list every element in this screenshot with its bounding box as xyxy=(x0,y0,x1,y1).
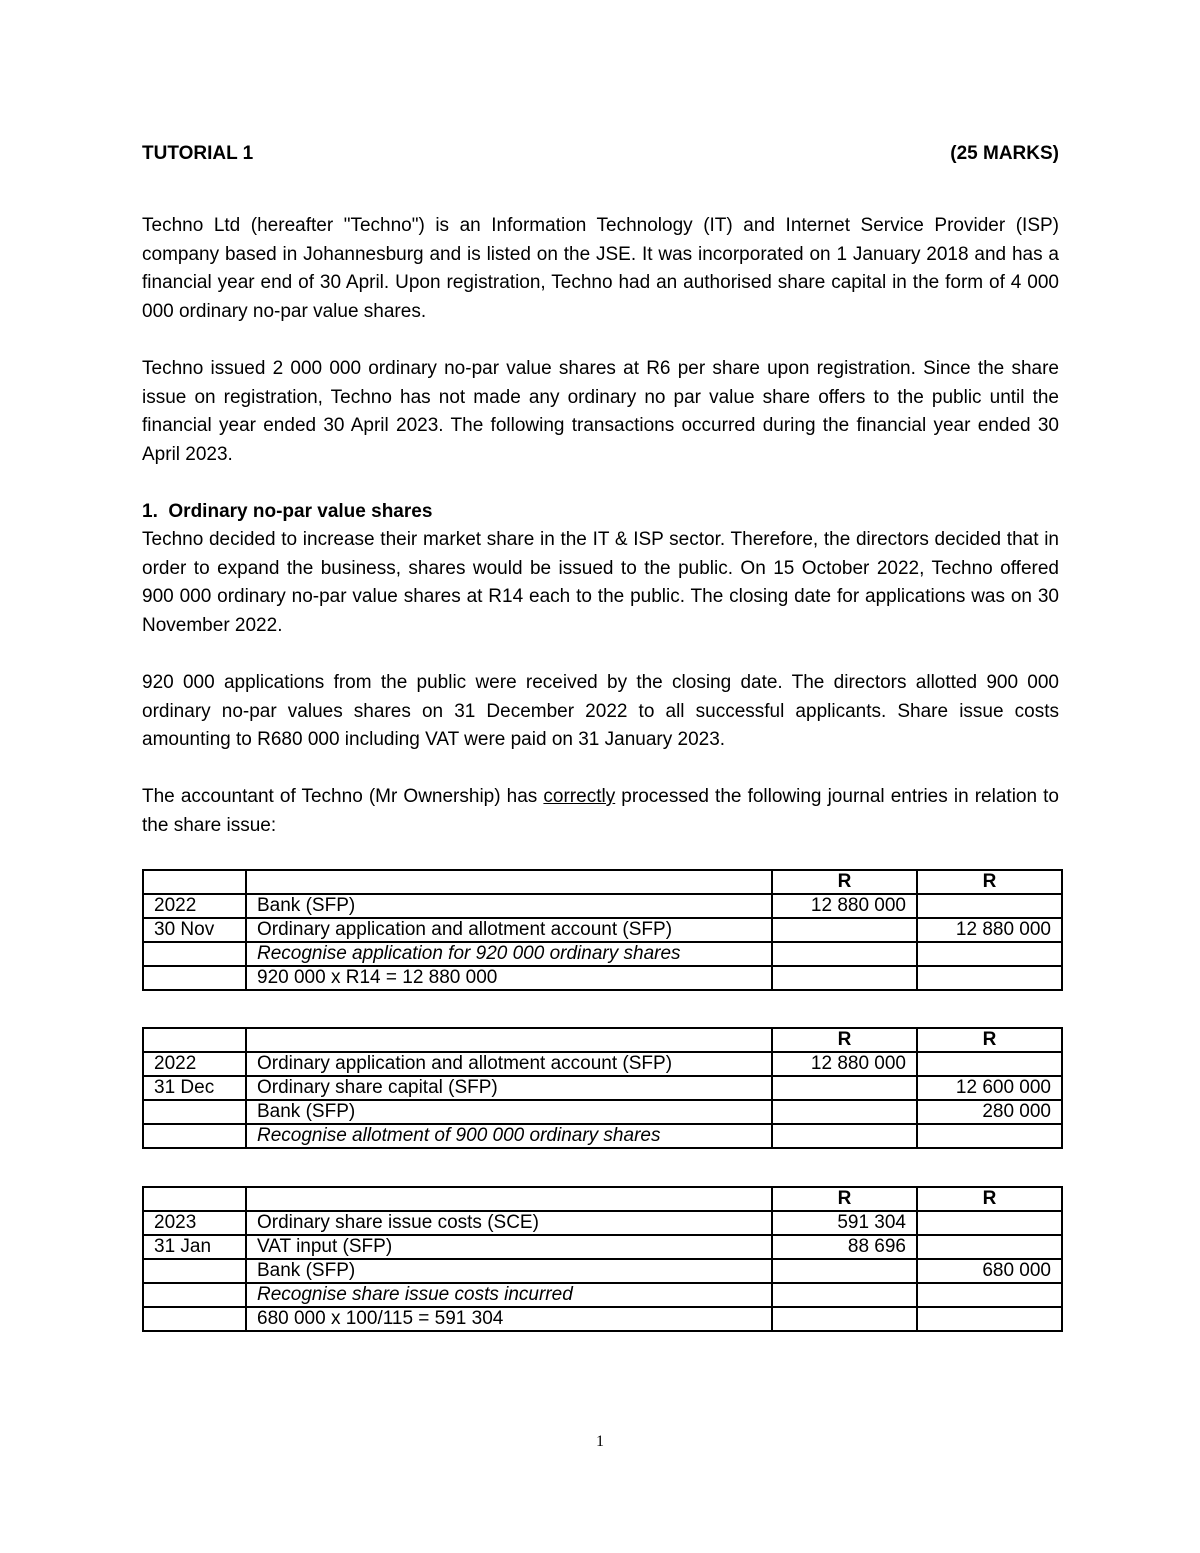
debit-cell xyxy=(772,1124,917,1148)
table-row xyxy=(143,1211,1062,1235)
debit-cell xyxy=(772,942,917,966)
offer-paragraph: Techno decided to increase their market share in the IT & ISP sector. Therefore, the directors decided that in order to expand the business, shares would be issued to the public. On 15 October 2022, Techno offered 900 000 ordinary no-par value shares at R14 each to the public. The closing date for applications was on 30 November 2022. xyxy=(142,529,1059,636)
debit-cell: 88 696 xyxy=(772,1235,917,1259)
header-desc-cell xyxy=(246,1187,772,1211)
date-cell xyxy=(143,1307,246,1331)
calculation-cell: 920 000 x R14 = 12 880 000 xyxy=(246,966,772,990)
date-cell xyxy=(143,1283,246,1307)
header-date-cell xyxy=(143,1028,246,1052)
debit-cell xyxy=(772,1259,917,1283)
journal-table-issue-costs xyxy=(142,1186,1063,1332)
correctly-underlined: correctly xyxy=(543,786,616,807)
date-cell: 30 Nov xyxy=(143,918,246,942)
debit-cell xyxy=(772,1283,917,1307)
credit-cell xyxy=(917,942,1062,966)
date-cell: 31 Dec xyxy=(143,1076,246,1100)
debit-cell: 12 880 000 xyxy=(772,1052,917,1076)
table-row xyxy=(143,1235,1062,1259)
share-issue-paragraph: Techno issued 2 000 000 ordinary no-par value shares at R6 per share upon registration. Since the share issue on registration, Techno has not made any ordinary no par value share offers to the public until the financial year ended 30 April 2023. The following transactions occurred during the financial year ended 30 April 2023. xyxy=(142,358,1059,465)
header-credit-cell: R xyxy=(917,1187,1062,1211)
header-desc-cell xyxy=(246,870,772,894)
table-row xyxy=(143,1100,1062,1124)
table-row xyxy=(143,966,1062,990)
table-row xyxy=(143,1259,1062,1283)
date-cell: 2022 xyxy=(143,894,246,918)
description-cell: Ordinary share capital (SFP) xyxy=(246,1076,772,1100)
debit-cell xyxy=(772,1076,917,1100)
credit-cell xyxy=(917,894,1062,918)
tutorial-heading xyxy=(142,143,1059,169)
description-cell: VAT input (SFP) xyxy=(246,1235,772,1259)
debit-cell: 12 880 000 xyxy=(772,894,917,918)
table-row xyxy=(143,1124,1062,1148)
table-row xyxy=(143,894,1062,918)
credit-cell xyxy=(917,1052,1062,1076)
credit-cell xyxy=(917,966,1062,990)
debit-cell xyxy=(772,1100,917,1124)
date-cell xyxy=(143,1124,246,1148)
header-date-cell xyxy=(143,870,246,894)
tutorial-title: TUTORIAL 1 xyxy=(142,143,254,164)
journal-table-allotment xyxy=(142,1027,1063,1149)
credit-cell xyxy=(917,1211,1062,1235)
date-cell: 2022 xyxy=(143,1052,246,1076)
date-cell xyxy=(143,1259,246,1283)
credit-cell: 280 000 xyxy=(917,1100,1062,1124)
total-marks: (25 MARKS) xyxy=(950,143,1059,164)
header-debit-cell: R xyxy=(772,1187,917,1211)
journal-intro-text-2: processed the following journal entries in relation to the share issue: xyxy=(142,786,1059,836)
date-cell xyxy=(143,942,246,966)
credit-cell: 680 000 xyxy=(917,1259,1062,1283)
table-header-row xyxy=(143,1028,1062,1052)
credit-cell: 12 880 000 xyxy=(917,918,1062,942)
description-cell: Ordinary application and allotment account (SFP) xyxy=(246,918,772,942)
date-cell: 2023 xyxy=(143,1211,246,1235)
narration-cell: Recognise allotment of 900 000 ordinary shares xyxy=(246,1124,772,1148)
allotment-paragraph: 920 000 applications from the public were received by the closing date. The directors allotted 900 000 ordinary no-par values shares on 31 December 2022 to all successful applicants. Share issue costs amounting to R680 000 including VAT were paid on 31 January 2023. xyxy=(142,672,1059,751)
table-row xyxy=(143,1052,1062,1076)
narration-cell: Recognise share issue costs incurred xyxy=(246,1283,772,1307)
journal-table-application xyxy=(142,869,1063,991)
header-date-cell xyxy=(143,1187,246,1211)
table-header-row xyxy=(143,870,1062,894)
credit-cell: 12 600 000 xyxy=(917,1076,1062,1100)
intro-paragraph: Techno Ltd (hereafter "Techno") is an Information Technology (IT) and Internet Service Provider (ISP) company based in Johannesburg and is listed on the JSE. It was incorporated on 1 January 2018 and has a financial year end of 30 April. Upon registration, Techno had an authorised share capital in the form of 4 000 000 ordinary no-par value shares. xyxy=(142,215,1059,322)
date-cell: 31 Jan xyxy=(143,1235,246,1259)
header-debit-cell: R xyxy=(772,1028,917,1052)
journal-intro-paragraph xyxy=(142,783,1059,840)
description-cell: Bank (SFP) xyxy=(246,1259,772,1283)
table-row xyxy=(143,918,1062,942)
header-credit-cell: R xyxy=(917,870,1062,894)
debit-cell: 591 304 xyxy=(772,1211,917,1235)
description-cell: Ordinary share issue costs (SCE) xyxy=(246,1211,772,1235)
table-row xyxy=(143,942,1062,966)
header-debit-cell: R xyxy=(772,870,917,894)
table-row xyxy=(143,1307,1062,1331)
credit-cell xyxy=(917,1307,1062,1331)
table-header-row xyxy=(143,1187,1062,1211)
page-number: 1 xyxy=(596,1433,604,1450)
table-row xyxy=(143,1283,1062,1307)
narration-cell: Recognise application for 920 000 ordinary shares xyxy=(246,942,772,966)
calculation-cell: 680 000 x 100/115 = 591 304 xyxy=(246,1307,772,1331)
debit-cell xyxy=(772,918,917,942)
debit-cell xyxy=(772,1307,917,1331)
date-cell xyxy=(143,966,246,990)
description-cell: Ordinary application and allotment account (SFP) xyxy=(246,1052,772,1076)
debit-cell xyxy=(772,966,917,990)
date-cell xyxy=(143,1100,246,1124)
credit-cell xyxy=(917,1235,1062,1259)
description-cell: Bank (SFP) xyxy=(246,894,772,918)
credit-cell xyxy=(917,1283,1062,1307)
header-credit-cell: R xyxy=(917,1028,1062,1052)
header-desc-cell xyxy=(246,1028,772,1052)
table-row xyxy=(143,1076,1062,1100)
journal-intro-text-1: The accountant of Techno (Mr Ownership) has xyxy=(142,786,544,807)
credit-cell xyxy=(917,1124,1062,1148)
section-1-title: 1. Ordinary no-par value shares xyxy=(142,501,433,522)
description-cell: Bank (SFP) xyxy=(246,1100,772,1124)
